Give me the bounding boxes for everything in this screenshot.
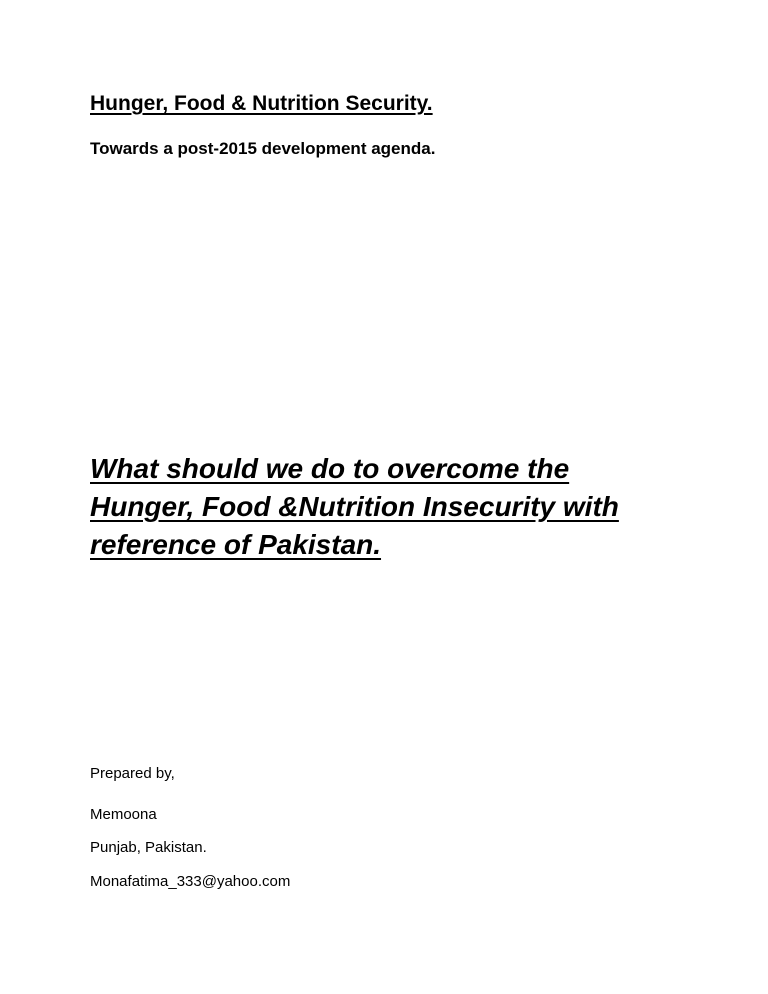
author-email: Monafatima_333@yahoo.com <box>90 873 291 890</box>
document-subtitle: Towards a post-2015 development agenda. <box>90 139 436 158</box>
author-location: Punjab, Pakistan. <box>90 839 207 856</box>
author-name: Memoona <box>90 806 157 823</box>
heading-line-3: reference of Pakistan. <box>90 529 382 560</box>
heading-line-1: What should we do to overcome the <box>90 453 570 484</box>
prepared-by-label: Prepared by, <box>90 765 175 782</box>
document-title: Hunger, Food & Nutrition Security. <box>90 92 433 115</box>
main-heading <box>90 450 710 564</box>
heading-line-2: Hunger, Food &Nutrition Insecurity with <box>90 491 619 522</box>
